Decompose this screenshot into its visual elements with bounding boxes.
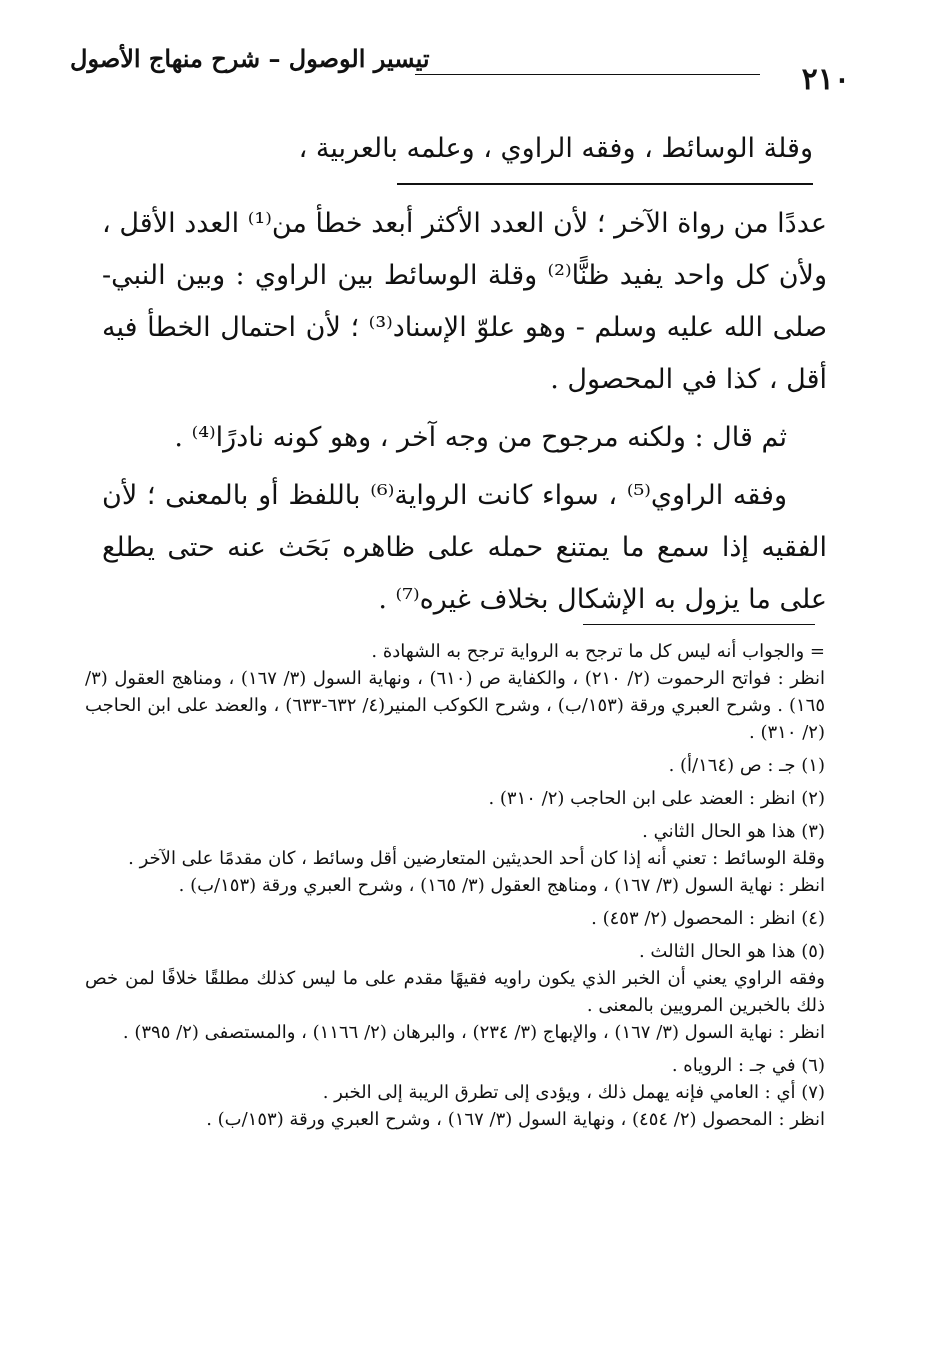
running-title: تيسير الوصول – شرح منهاج الأصول (70, 44, 430, 73)
header-rule (415, 74, 760, 75)
footnote-3-refs: انظر : نهاية السول (٣/ ١٦٧) ، ومناهج العقول (٣/ ١٦٥) ، وشرح العبري ورقة (١٥٣/ب) . (178, 875, 825, 896)
footnote-5-refs: انظر : نهاية السول (٣/ ١٦٧) ، والإبهاج (٣/ ٢٣٤) ، والبرهان (٢/ ١١٦٦) ، والمستصفى (٢/ ٣٩٥) . (122, 1022, 825, 1043)
footnote-2: (٢) انظر : العضد على ابن الحاجب (٢/ ٣١٠) . (488, 788, 825, 809)
footnote-6: (٦) في جـ : الروياه . (671, 1055, 825, 1076)
footnote-5: (٥) هذا هو الحال الثالث . (638, 941, 825, 962)
body-paragraph: عددًا من رواة الآخر ؛ لأن العدد الأكثر أبعد خطأ من⁽¹⁾ العدد الأقل ، ولأن كل واحد يفيد ظنًّا⁽²⁾ وقلة الوسائط بين الراوي : وبين النبي- صلى الله عليه وسلم - وهو علوّ الإسناد⁽³⁾ ؛ لأن احتمال الخطأ فيه أقل ، كذا في المحصول . (102, 208, 827, 395)
footnote-separator (583, 624, 815, 625)
matn-underline (397, 183, 813, 185)
footnote-5-text: وفقه الراوي يعني أن الخبر الذي يكون راويه فقيهًا مقدم على ما ليس كذلك مطلقًا خلافًا لمن خص ذلك بالخبرين المرويين بالمعنى . (85, 968, 825, 1016)
footnote-1: (١) جـ : ص (١٦٤/أ) . (668, 755, 825, 776)
commentary-body (102, 198, 827, 626)
footnote-3-text: وقلة الوسائط : تعني أنه إذا كان أحد الحديثين المتعارضين أقل وسائط ، كان مقدمًا على الآخر . (128, 848, 825, 869)
body-paragraph: وفقه الراوي⁽⁵⁾ ، سواء كانت الرواية⁽⁶⁾ باللفظ أو بالمعنى ؛ لأن الفقيه إذا سمع ما يمتنع حمله على ظاهره بَحَث عنه حتى يطلع على ما يزول به الإشكال بخلاف غيره⁽⁷⁾ . (102, 480, 827, 615)
running-header (60, 44, 860, 97)
footnote-continuation: = والجواب أنه ليس كل ما ترجح به الرواية ترجح به الشهادة . (371, 641, 825, 662)
footnote-3: (٣) هذا هو الحال الثاني . (642, 821, 825, 842)
body-paragraph: ثم قال : ولكنه مرجوح من وجه آخر ، وهو كونه نادرًا⁽⁴⁾ . (174, 422, 787, 453)
footnote-continuation: انظر : فواتح الرحموت (٢/ ٢١٠) ، والكفاية ص (٦١٠) ، ونهاية السول (٣/ ١٦٧) ، ومناهج العقول (٣/ ١٦٥) . وشرح العبري ورقة (١٥٣/ب) ، وشرح الكوكب المنير(٤/ ٦٣٢-٦٣٣) ، والعضد على ابن الحاجب (٢/ ٣١٠) . (85, 668, 826, 743)
footnote-7-refs: انظر : المحصول (٢/ ٤٥٤) ، ونهاية السول (٣/ ١٦٧) ، وشرح العبري ورقة (١٥٣/ب) . (206, 1109, 825, 1130)
footnote-7: (٧) أي : العامي فإنه يهمل ذلك ، ويؤدى إلى تطرق الريبة إلى الخبر . (322, 1082, 825, 1103)
page-number: ٢١٠ (801, 62, 850, 97)
footnote-4: (٤) انظر : المحصول (٢/ ٤٥٣) . (591, 908, 825, 929)
matn-text: وقلة الوسائط ، وفقه الراوي ، وعلمه بالعربية ، (298, 133, 813, 164)
footnotes (85, 638, 825, 1133)
